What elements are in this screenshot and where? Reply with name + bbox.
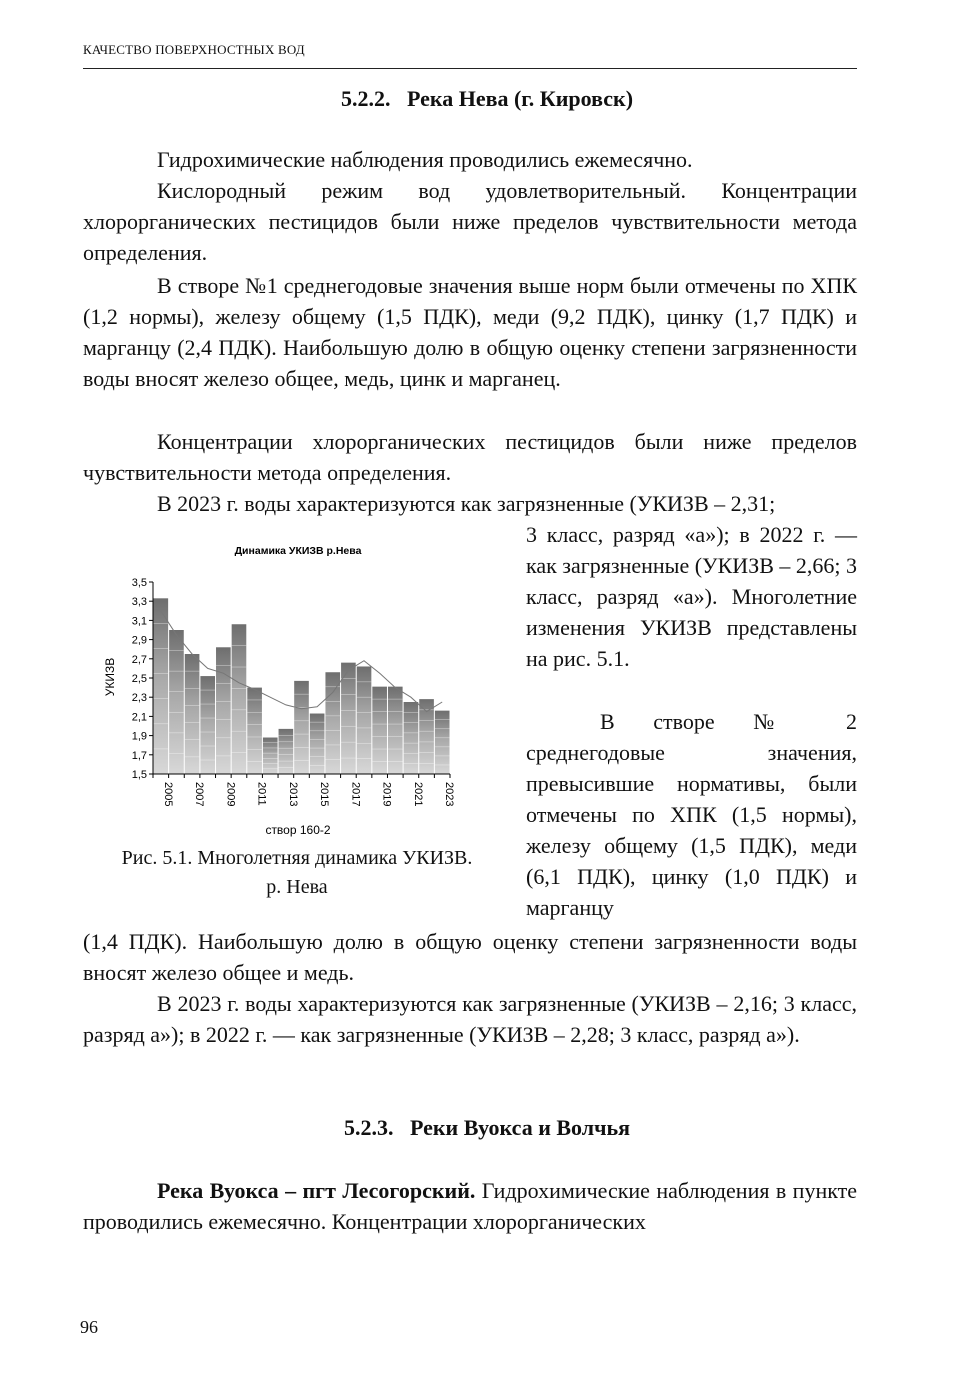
x-tick-label-2015: 2015: [318, 782, 331, 807]
y-tick-label: 1,9: [131, 730, 147, 743]
paragraph-6-continued: (1,4 ПДК). Наибольшую долю в общую оценку степени загрязненности воды вносят железо общее и медь.: [83, 929, 857, 985]
x-tick-label-2019: 2019: [380, 782, 393, 807]
paragraph-5-first-line: В 2023 г. воды характеризуются как загрязненные (УКИЗВ – 2,31;: [157, 491, 776, 516]
x-tick-label-2005: 2005: [161, 782, 174, 807]
y-tick-label: 1,5: [131, 769, 147, 781]
x-tick-label-2009: 2009: [224, 782, 237, 807]
bar-2010: [232, 624, 247, 774]
chart-x-axis-label: створ 160-2: [265, 823, 331, 837]
x-tick-label-2011: 2011: [255, 782, 268, 806]
figure-caption-line-1: Рис. 5.1. Многолетняя динамика УКИЗВ.: [121, 847, 473, 869]
bar-2008: [200, 676, 215, 774]
bar-2015: [310, 714, 325, 774]
y-tick-label: 2,1: [131, 711, 147, 724]
bar-2023: [435, 711, 450, 774]
y-ticks-layer: [132, 577, 153, 781]
x-tick-label-2017: 2017: [349, 782, 362, 807]
bar-2014: [294, 681, 309, 774]
bar-2005: [154, 598, 169, 774]
paragraph-7: В 2023 г. воды характеризуются как загрязненные (УКИЗВ – 2,16; 3 класс, разряд а»); в 2022 г. — как загрязненные (УКИЗВ – 2,28; 3 класс, разряд а»).: [83, 991, 857, 1047]
ukizv-chart: [84, 532, 510, 844]
bar-2021: [404, 702, 419, 774]
bar-2017: [341, 663, 356, 774]
y-tick-label: 3,3: [131, 596, 147, 609]
section-title: Река Нева (г. Кировск): [406, 86, 634, 111]
y-tick-label: 2,7: [131, 653, 147, 666]
paragraph-2: Кислородный режим вод удовлетворительный. Концентрации хлорорганических пестицидов были ниже пределов чувствительности метода определения.: [83, 178, 857, 265]
chart-title: Динамика УКИЗВ р.Нева: [234, 545, 362, 557]
y-tick-label: 2,5: [131, 673, 147, 685]
running-header: КАЧЕСТВО ПОВЕРХНОСТНЫХ ВОД: [83, 42, 305, 57]
paragraph-1: Гидрохимические наблюдения проводились ежемесячно.: [157, 147, 693, 172]
bar-2019: [372, 687, 387, 774]
section-number: 5.2.2.: [340, 86, 391, 111]
y-tick-label: 3,1: [131, 615, 147, 628]
page-number: 96: [80, 1317, 98, 1337]
bar-2007: [185, 654, 200, 774]
paragraph-vuoksa: [83, 1175, 857, 1237]
section-heading-523: [0, 1115, 974, 1141]
chart-y-axis-label: УКИЗВ: [103, 657, 117, 697]
paragraph-4: Концентрации хлорорганических пестицидов были ниже пределов чувствительности метода определения.: [83, 429, 857, 485]
paragraph-6-wrapped: В створе № 2 среднегодовые значения, превысившие нормативы, были отмечены по ХПК (1,5 нормы), железу общему (1,5 ПДК), меди (6,1 ПДК), цинку (1,0 ПДК) и марганцу: [526, 709, 857, 920]
bars-layer: [154, 598, 450, 774]
section-title: Реки Вуокса и Волчья: [409, 1115, 631, 1140]
paragraph-5-wrapped: 3 класс, разряд «а»); в 2022 г. — как загрязненные (УКИЗВ – 2,66; 3 класс, разряд «а»). Многолетние изменения УКИЗВ представлены на рис. 5.1.: [526, 522, 857, 671]
x-tick-label-2007: 2007: [193, 782, 206, 807]
y-tick-label: 2,3: [131, 692, 147, 705]
bar-2020: [388, 687, 403, 774]
y-tick-label: 3,5: [131, 577, 147, 589]
paragraph-lead-bold: Река Вуокса – пгт Лесогорский.: [157, 1178, 476, 1203]
bar-2018: [357, 666, 372, 774]
header-rule: [83, 68, 857, 69]
x-tick-label-2021: 2021: [411, 782, 424, 807]
bar-2009: [216, 647, 231, 774]
bar-2006: [169, 630, 184, 774]
section-heading-522: [0, 86, 974, 112]
x-ticks-layer: [153, 774, 455, 806]
figure-caption: [84, 844, 510, 902]
bar-2013: [279, 729, 294, 774]
bar-2022: [419, 699, 434, 774]
y-tick-label: 1,7: [131, 749, 147, 762]
figure-caption-line-2: р. Нева: [266, 876, 328, 898]
section-number: 5.2.3.: [343, 1115, 394, 1140]
bar-2016: [325, 672, 340, 774]
x-tick-label-2023: 2023: [443, 782, 456, 807]
paragraph-text: Гидрохимические наблюдения в пункте проводились ежемесячно. Концентрации хлорорганических: [83, 1178, 857, 1234]
y-tick-label: 2,9: [131, 634, 147, 647]
chart-svg: [84, 532, 510, 844]
x-tick-label-2013: 2013: [286, 782, 299, 807]
paragraph-3: В створе №1 среднегодовые значения выше норм были отмечены по ХПК (1,2 нормы), железу общему (1,5 ПДК), меди (9,2 ПДК), цинку (1,7 ПДК) и марганцу (2,4 ПДК). Наибольшую долю в общую оценку степени загрязненности воды вносят железо общее, медь, цинк и марганец.: [83, 273, 857, 391]
bar-2011: [247, 688, 262, 774]
